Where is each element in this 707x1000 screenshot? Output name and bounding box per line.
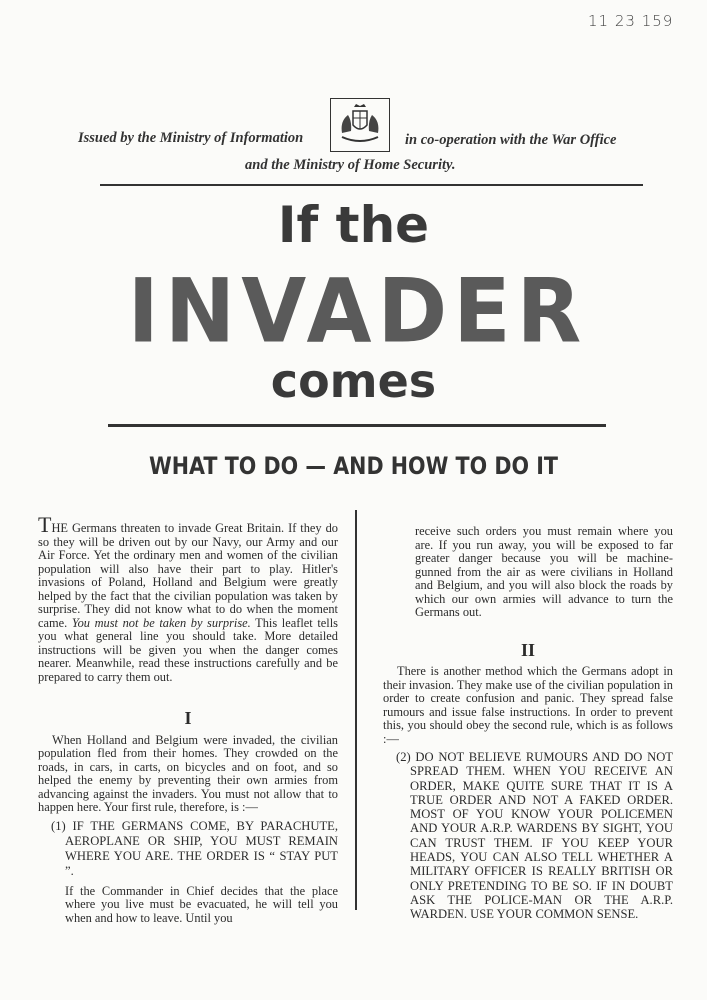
section-numeral-1: I <box>184 708 192 728</box>
handwritten-reference: 11 23 159 <box>588 12 674 30</box>
subtitle: WHAT TO DO — AND HOW TO DO IT <box>149 452 558 480</box>
title-if-the: If the <box>277 196 430 254</box>
section1-paragraph: When Holland and Belgium were invaded, the civilian population fled from their homes. They crowded on the roads, in cars, in carts, on bicycles and on foot, and so helped the enemy by preventing their own armies from advancing against the invaders. You must not allow that to happen here. Your first rule, therefore, is :— <box>38 732 338 814</box>
rule-2: (2) DO NOT BELIEVE RUMOURS AND DO NOT SPREAD THEM. WHEN YOU RECEIVE AN ORDER, MAKE QUITE SURE THAT IT IS A TRUE ORDER AND NOT A FAKED ORDER. MOST OF YOU KNOW YOUR POLICEMEN AND YOUR A.R.P. WARDENS BY SIGHT, YOU CAN TRUST THEM. IF YOU KEEP YOUR HEADS, YOU CAN ALSO TELL WHETHER A MILITARY OFFICER IS REALLY BRITISH OR ONLY PRETENDING TO BE SO. IF IN DOUBT ASK THE POLICE-MAN OR THE A.R.P. WARDEN. USE YOUR COMMON SENSE. <box>396 750 673 922</box>
title-invader: INVADER <box>127 259 588 363</box>
issued-by-text: Issued by the Ministry of Information <box>78 130 304 146</box>
intro-emphasis: You must not be taken by surprise. <box>71 615 251 630</box>
dropcap: T <box>38 512 52 537</box>
co-operation-text: in co-operation with the War Office <box>405 132 617 148</box>
rule-1: (1) IF THE GERMANS COME, BY PARACHUTE, AEROPLANE OR SHIP, YOU MUST REMAIN WHERE YOU ARE. THE ORDER IS “ STAY PUT ”. <box>51 818 338 878</box>
right-column <box>383 525 673 922</box>
rule-1-followup-continued: receive such orders you must remain where you are. If you run away, you will be exposed to far greater danger because you will be machine-gunned from the air as were civilians in Holland and Belgium, and you will also block the roads by which our own armies will advance to turn the Germans out. <box>415 524 673 619</box>
title-rule <box>108 424 606 427</box>
intro-text: HE Germans threaten to invade Great Britain. If they do so they will be driven out by our Navy, our Army and our Air Force. Yet the ordinary men and women of the civilian population will also have their part to play. Hitler's invasions of Poland, Holland and Belgium were greatly helped by the fact that the civilian population was taken by surprise. They did not know what to do when the moment came. <box>38 521 338 630</box>
royal-coat-of-arms-icon <box>330 98 390 152</box>
header-rule <box>100 184 643 186</box>
left-column <box>38 512 338 925</box>
section2-paragraph: There is another method which the Germans adopt in their invasion. They make use of the civilian population in order to create confusion and panic. They spread false rumours and issue false instructions. In order to prevent this, you should obey the second rule, which is as follows :— <box>383 664 673 746</box>
intro-text-end: This leaflet tells you what general line you should take. More detailed instructions will be given you when the danger comes nearer. Meanwhile, read these instructions carefully and be prepared to carry them out. <box>38 615 338 684</box>
column-divider <box>355 510 357 910</box>
title-comes: comes <box>270 354 437 408</box>
section-numeral-2: II <box>520 639 535 660</box>
rule-1-followup: If the Commander in Chief decides that the place where you live must be evacuated, he will tell you when and how to leave. Until you <box>65 883 338 925</box>
intro-paragraph <box>38 512 338 684</box>
home-security-text: and the Ministry of Home Security. <box>245 157 456 173</box>
